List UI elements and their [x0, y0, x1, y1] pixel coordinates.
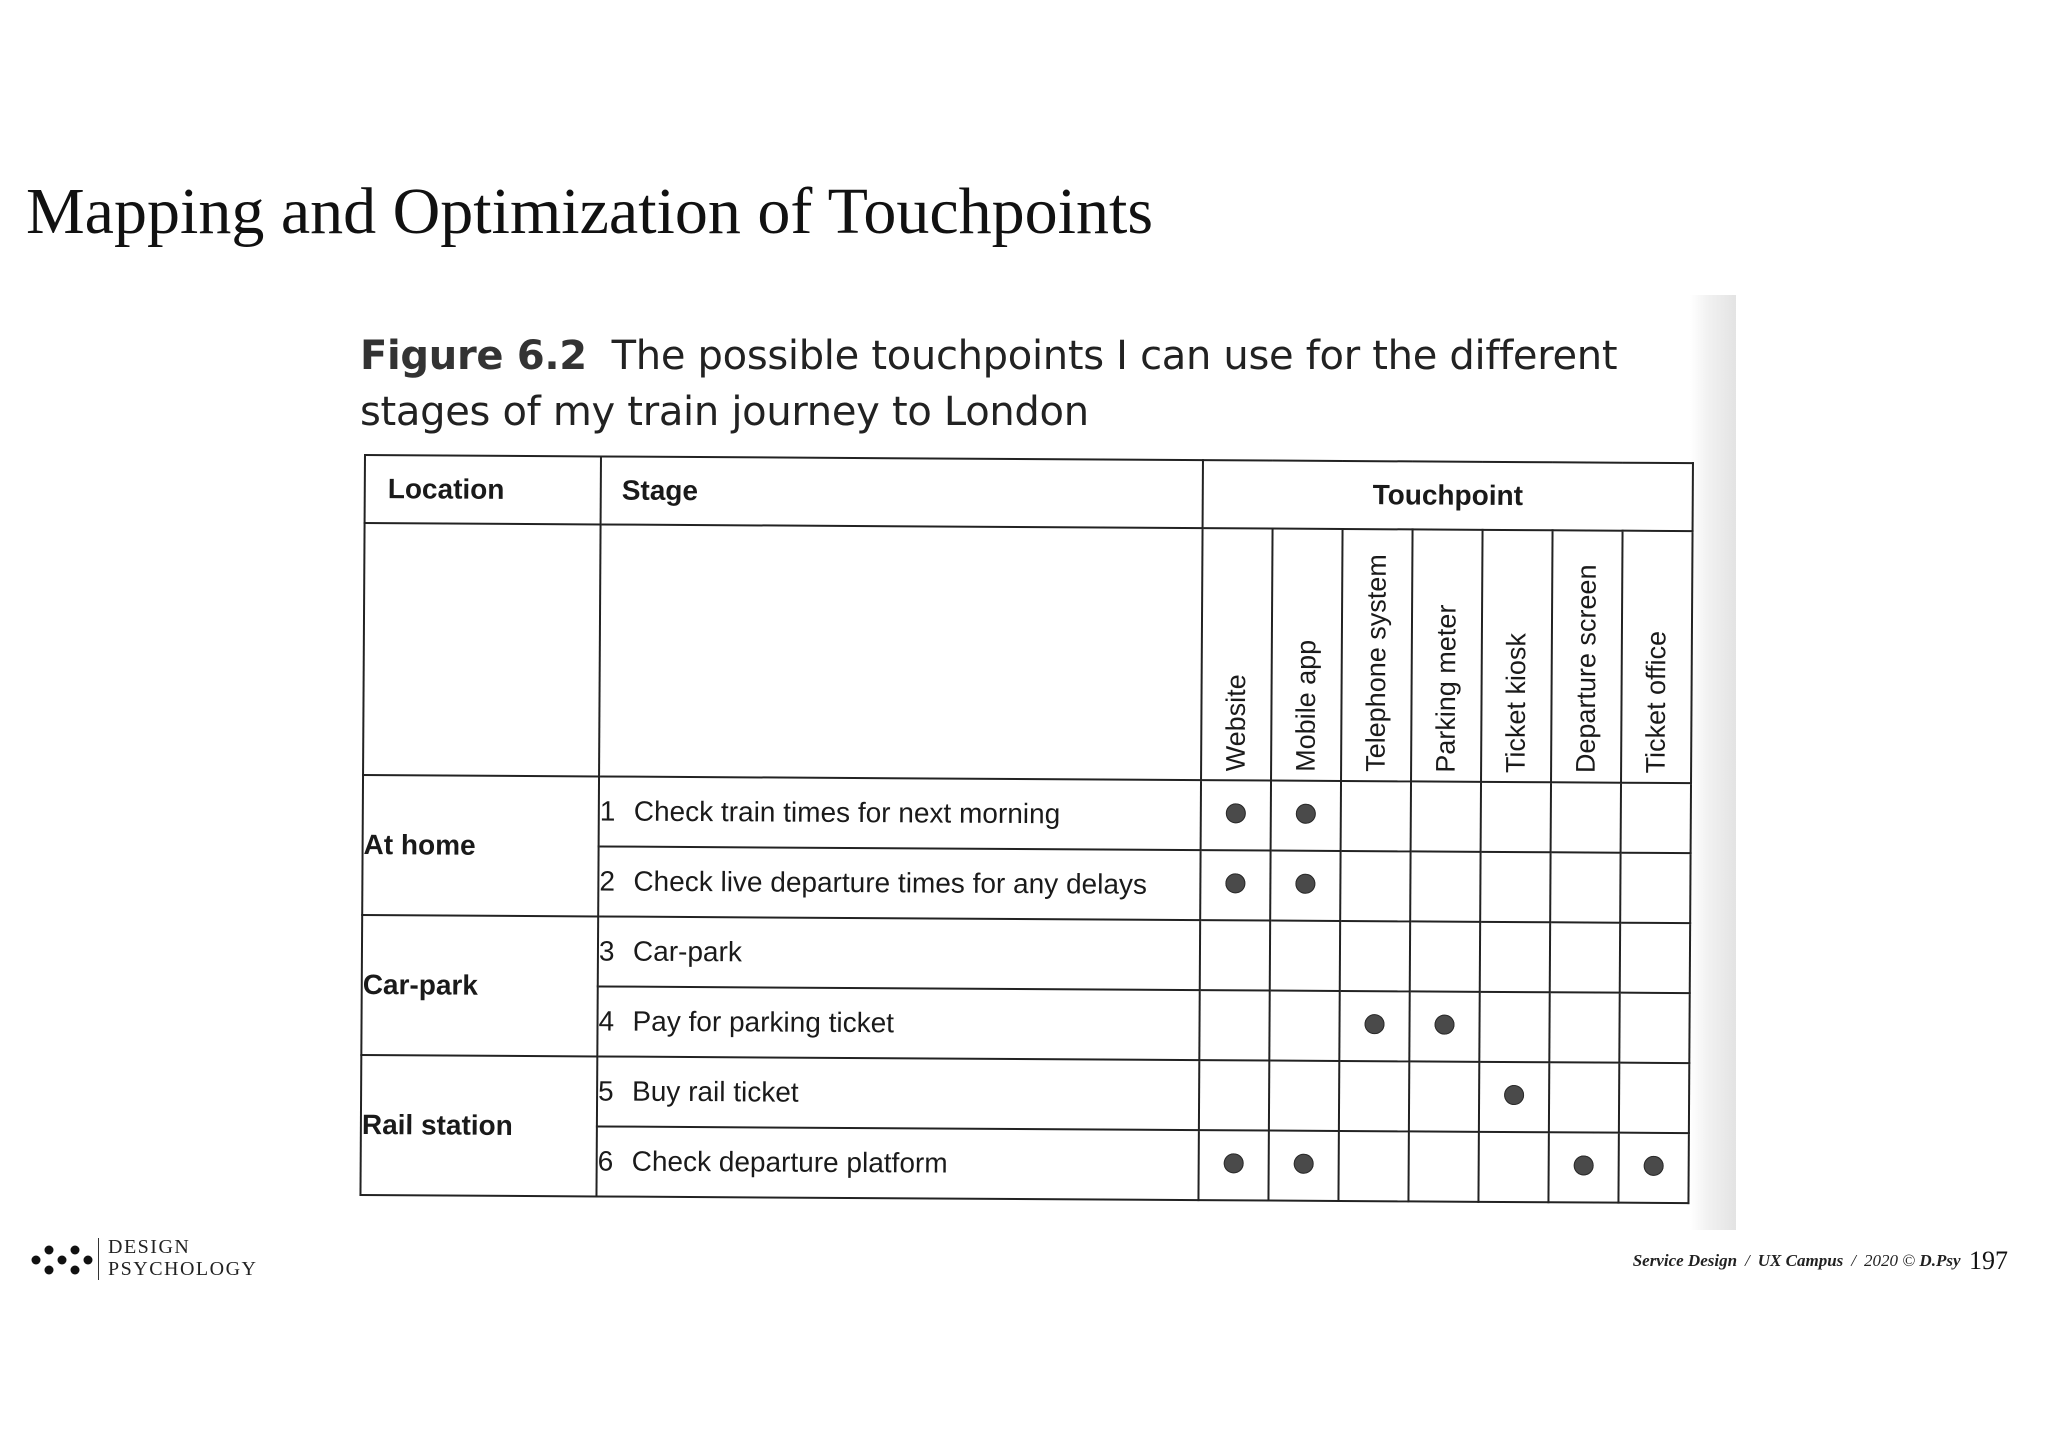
touchpoint-cell [1271, 781, 1341, 851]
touchpoint-label: Website [1220, 674, 1252, 772]
stage-number: 5 [598, 1075, 614, 1107]
touchpoint-dot-icon [1434, 1014, 1454, 1034]
header-touchpoint: Touchpoint [1203, 460, 1693, 531]
touchpoint-cell [1550, 852, 1620, 922]
touchpoint-dot-icon [1294, 1153, 1314, 1173]
touchpoint-cell [1549, 1062, 1619, 1132]
touchpoint-cell [1481, 782, 1551, 852]
touchpoint-cell [1340, 851, 1410, 921]
table-row [363, 775, 1691, 853]
touchpoint-label: Parking meter [1430, 604, 1462, 773]
touchpoint-dot-icon [1226, 803, 1246, 823]
location-cell: Car-park [361, 915, 598, 1056]
blank-stage-cell [599, 524, 1203, 780]
touchpoint-header-cell [1201, 528, 1273, 780]
touchpoint-cell [1339, 991, 1409, 1061]
touchpoint-cell [1618, 1133, 1689, 1203]
touchpoint-dot-icon [1295, 873, 1315, 893]
logo-wordmark [108, 1236, 257, 1280]
stage-number: 6 [597, 1145, 614, 1177]
table-header-row [365, 455, 1693, 531]
touchpoint-cell [1268, 1131, 1338, 1201]
stage-number: 4 [598, 1005, 615, 1037]
table-body [360, 775, 1691, 1203]
page-edge-shadow [1690, 295, 1736, 1230]
touchpoint-cell [1479, 1062, 1549, 1132]
touchpoint-cell [1479, 992, 1549, 1062]
touchpoint-cell [1410, 851, 1480, 921]
slide-title: Mapping and Optimization of Touchpoints [26, 175, 1154, 248]
credit-school: UX Campus [1757, 1251, 1844, 1270]
touchpoint-cell [1409, 1061, 1479, 1131]
touchpoint-cell [1201, 780, 1271, 850]
touchpoint-header-cell [1341, 529, 1413, 781]
blank-location-cell [363, 523, 601, 776]
touchpoint-cell [1621, 783, 1692, 853]
touchpoint-cell [1410, 921, 1480, 991]
touchpoint-cell [1338, 1131, 1408, 1201]
stage-cell [596, 1126, 1198, 1200]
touchpoint-label: Telephone system [1360, 554, 1392, 773]
touchpoint-table [359, 454, 1694, 1204]
table-row [361, 1055, 1689, 1133]
touchpoint-cell [1270, 851, 1340, 921]
credit-year: 2020 © [1864, 1251, 1916, 1270]
touchpoint-header-cell [1481, 530, 1553, 782]
stage-text: Check departure platform [631, 1145, 948, 1179]
touchpoint-cell [1200, 850, 1270, 920]
stage-text: Check train times for next morning [633, 795, 1061, 830]
stage-cell [597, 986, 1199, 1060]
touchpoint-dot-icon [1644, 1155, 1664, 1175]
touchpoint-cell [1411, 781, 1481, 851]
credit-course: Service Design [1632, 1251, 1738, 1270]
touchpoint-label: Ticket office [1640, 631, 1672, 774]
touchpoint-dot-icon [1224, 1153, 1244, 1173]
touchpoint-cell [1619, 993, 1690, 1063]
touchpoint-cell [1269, 991, 1339, 1061]
touchpoint-header-cell [1551, 530, 1623, 782]
stage-number: 2 [599, 865, 616, 897]
figure-caption [360, 328, 1690, 440]
footer-credit: Service Design / UX Campus / 2020 © D.Psy [1632, 1251, 1961, 1270]
stage-text: Pay for parking ticket [632, 1005, 895, 1039]
header-stage: Stage [601, 456, 1203, 528]
location-cell: Rail station [360, 1055, 597, 1196]
design-psychology-logo-icon [30, 1240, 96, 1280]
touchpoint-label: Departure screen [1570, 564, 1602, 774]
touchpoint-cell [1480, 922, 1550, 992]
touchpoint-cell [1200, 920, 1270, 990]
touchpoint-cell [1270, 921, 1340, 991]
touchpoint-cell [1409, 991, 1479, 1061]
touchpoint-header-cell [1271, 529, 1343, 781]
touchpoint-cell [1408, 1131, 1478, 1201]
touchpoint-dot-icon [1225, 873, 1245, 893]
touchpoint-dot-icon [1504, 1084, 1524, 1104]
touchpoint-cell [1620, 923, 1691, 993]
stage-text: Buy rail ticket [632, 1075, 799, 1108]
touchpoint-cell [1550, 922, 1620, 992]
stage-cell [598, 916, 1200, 990]
touchpoint-label: Ticket kiosk [1500, 632, 1532, 774]
stage-number: 3 [598, 935, 615, 967]
stage-cell [598, 846, 1200, 920]
touchpoint-cell [1339, 1061, 1409, 1131]
logo-line-1: DESIGN [108, 1236, 191, 1258]
figure-caption-text: The possible touchpoints I can use for the different stages of my train journey to London [360, 333, 1618, 435]
touchpoint-header-cell [1411, 529, 1483, 781]
logo-line-2: PSYCHOLOGY [108, 1258, 258, 1280]
credit-author: D.Psy [1919, 1251, 1961, 1270]
touchpoint-cell [1199, 1060, 1269, 1130]
touchpoint-cell [1198, 1130, 1268, 1200]
touchpoint-cell [1199, 990, 1269, 1060]
location-cell: At home [362, 775, 599, 916]
touchpoint-label: Mobile app [1290, 639, 1322, 772]
touchpoint-cell [1341, 781, 1411, 851]
stage-text: Check live departure times for any delays [633, 865, 1148, 900]
touchpoint-cell [1478, 1132, 1548, 1202]
touchpoint-label-row [363, 523, 1693, 783]
stage-number: 1 [599, 795, 616, 827]
touchpoint-cell [1480, 852, 1550, 922]
touchpoint-cell [1548, 1132, 1618, 1202]
touchpoint-cell [1340, 921, 1410, 991]
logo-divider [98, 1238, 99, 1280]
figure-label: Figure 6.2 [360, 333, 587, 379]
header-location: Location [365, 455, 601, 524]
touchpoint-dot-icon [1296, 803, 1316, 823]
stage-cell [597, 1056, 1199, 1130]
stage-cell [599, 776, 1201, 850]
touchpoint-header-cell [1621, 531, 1693, 783]
stage-text: Car-park [632, 935, 742, 968]
touchpoint-dot-icon [1364, 1014, 1384, 1034]
touchpoint-cell [1269, 1061, 1339, 1131]
touchpoint-cell [1620, 853, 1691, 923]
touchpoint-cell [1549, 992, 1619, 1062]
touchpoint-dot-icon [1574, 1155, 1594, 1175]
table-row [362, 915, 1690, 993]
touchpoint-cell [1551, 782, 1621, 852]
touchpoint-cell [1619, 1063, 1690, 1133]
page-number: 197 [1969, 1246, 2008, 1275]
